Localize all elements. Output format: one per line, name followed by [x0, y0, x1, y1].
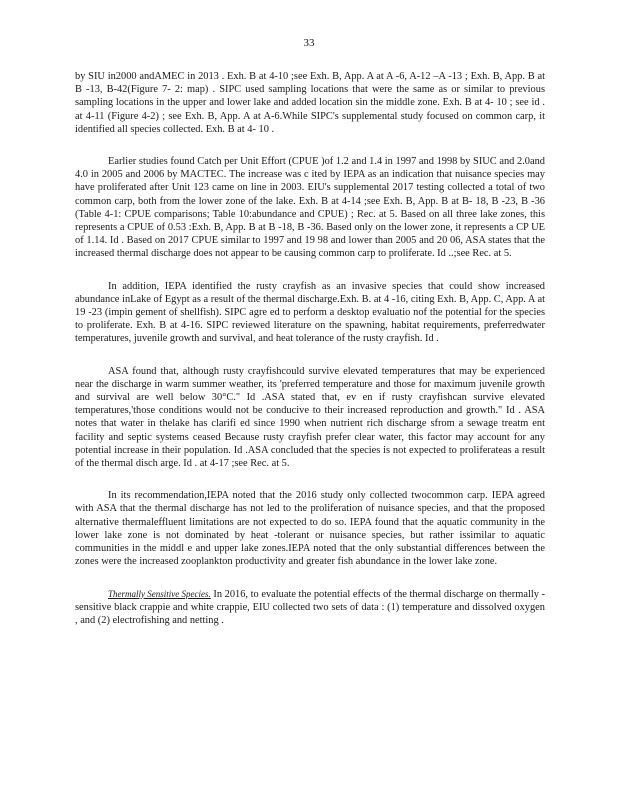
paragraph-cpue-studies: Earlier studies found Catch per Unit Effort (CPUE )of 1.2 and 1.4 in 1997 and 1998 by SIUC and 2.0and 4.0 in 2005 and 2006 by MACTEC. The increase was c ited by IEPA as an indication that nuisance species may have proliferated after Unit 123 came on line in 2003. EIU's supplemental 2017 testing collected a total of two common carp, both from the lower zone of the lake. Exh. B at 4-14 ;see Exh. B, App. B at B- 18, B -23, B -36 (Table 4-1: CPUE comparisons; Table 10:abundance and CPUE) ; Rec. at 5. Based on all three lake zones, this represents a CPUE of 0.53 :Exh. B, App. B at B -18, B -36. Based only on the lower zone, it represents a CP UE of 1.14. Id . Based on 2017 CPUE similar to 1997 and 19 98 and lower than 2005 and 20 06, ASA states that the increased thermal discharge does not appear to be causing common carp to proliferate. Id ..;see Rec. at 5. — [75, 156, 545, 260]
page-number: 33 — [303, 37, 315, 49]
paragraph-iepa-recommendation: In its recommendation,IEPA noted that the 2016 study only collected twocommon carp. IEPA agreed with ASA that the thermal discharge has not led to the proliferation of nuisance species, and that the proposed alternative thermaleffluent limitations are not expected to do so. IEPA found that the aquatic community in the lower lake zone is not dominated by heat -tolerant or nuisance species, but rather issimilar to aquatic communities in the middl e and upper lake zones.IEPA noted that the only substantial differences between the zones were the increased zooplankton productivity and greater fish abundance in the lower lake zone. — [75, 490, 545, 568]
paragraph-rusty-crayfish-findings: ASA found that, although rusty crayfishcould survive elevated temperatures that may be experienced near the discharge in warm summer weather, its 'preferred temperature and those for maximum juvenile growth and survival are well below 30°C." Id .ASA stated that, ev en if rusty crayfishcan survive elevated temperatures,'those conditions would not be conducive to their increased reproduction and growth." Id . ASA notes that water in thelake has clarifi ed since 1990 when nutrient rich discharge sfrom a sewage treatm ent facility and septic systems ceased Because rusty crayfish prefer clear water, this factor may account for any potential increase in their population. Id .ASA concluded that the species is not expected to proliferateas a result of the thermal disch arge. Id . at 4-17 ;see Rec. at 5. — [75, 365, 545, 470]
thermally-sensitive-text: In 2016, to evaluate the potential effects of the thermal discharge on thermally -sensitive black crappie and white crappie, EIU collected two sets of data : (1) temperature and dissolved oxygen , and (2) electrofishing and netting . — [75, 588, 545, 626]
paragraph-continuation: by SIU in2000 andAMEC in 2013 . Exh. B at 4-10 ;see Exh. B, App. A at A -6, A-12 –A -13 ; Exh. B, App. B at B -13, B-42(Figure 7- 2: map) . SIPC used sampling locations that were the same as or similar to previous sampling locations in the upper and lower lake and added location sin the middle zone. Exh. B at 4- 10 ; see id . at 4-11 (Figure 4-2) ; see Exh. B, App. A at A-6.While SIPC's supplemental study focused on common carp, it identified all species collected. Exh. B at 4- 10 . — [75, 71, 545, 135]
paragraph-thermally-sensitive-species — [75, 588, 545, 628]
body-text — [75, 70, 545, 646]
section-heading-thermally-sensitive: Thermally Sensitive Species. — [108, 588, 211, 599]
paragraph-rusty-crayfish-intro: In addition, IEPA identified the rusty crayfish as an invasive species that could show increased abundance inLake of Egypt as a result of the thermal discharge.Exh. B. at 4 -16, citing Exh. B, App. C, App. A at 19 -23 (impin gement of shellfish). SIPC agre ed to perform a desktop evaluatio nof the potential for the species to proliferate. Exh. B at 4-16. SIPC reviewed literature on the spawning, habitat requirements, preferredwater temperatures, juvenile growth and survival, and heat tolerance of the rusty crayfish. Id . — [75, 280, 545, 345]
